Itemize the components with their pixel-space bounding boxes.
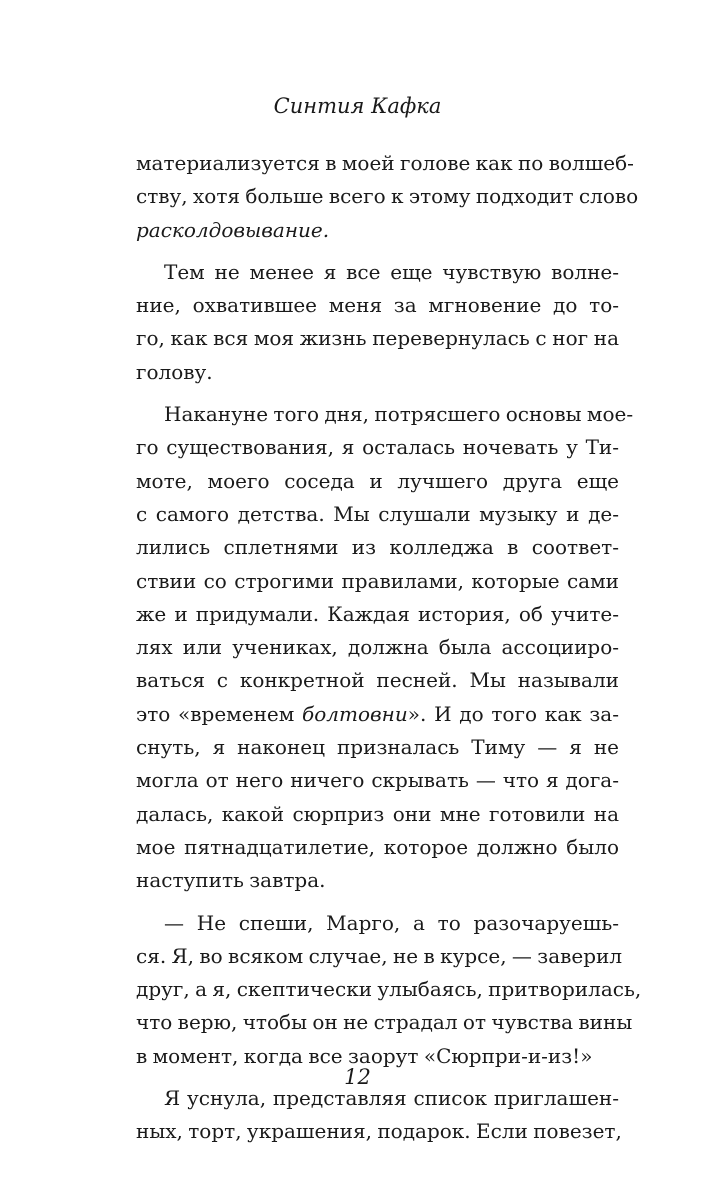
paragraph — [136, 256, 619, 389]
paragraph-gap — [136, 247, 619, 256]
text-line — [136, 698, 619, 731]
paragraph-gap — [136, 389, 619, 398]
paragraph — [136, 398, 634, 897]
text-line — [136, 322, 619, 355]
text-run: ных, торт, украшения, подарок. Если повезет, — [136, 1119, 622, 1144]
text-run: ваться с конкретной песней. Мы называли — [136, 668, 619, 693]
text-line — [136, 356, 619, 389]
text-run: материализуется в моей голове как по волшеб- — [136, 151, 634, 175]
text-run: Я уснула, представляя список приглашен- — [164, 1086, 619, 1111]
italic-text: болтовни — [302, 701, 408, 726]
text-line — [136, 907, 619, 940]
text-line — [136, 498, 619, 531]
text-line — [136, 289, 619, 322]
text-line — [136, 147, 634, 180]
paragraph-gap — [136, 898, 619, 907]
text-run: что верю, чтобы он не страдал от чувства вины — [136, 1010, 633, 1035]
text-run: мое пятнадцатилетие, которое должно было — [136, 834, 619, 859]
text-run: с самого детства. Мы слушали музыку и де- — [136, 501, 619, 526]
text-line — [136, 565, 619, 598]
text-run: голову. — [136, 359, 213, 384]
text-run: лились сплетнями из колледжа в соответ- — [136, 535, 619, 560]
text-line — [136, 256, 619, 289]
text-run: ние, охватившее меня за мгновение до то- — [136, 293, 619, 318]
text-line — [136, 831, 619, 864]
text-line — [136, 431, 619, 464]
text-run: могла от него ничего скрывать — что я дога- — [136, 768, 619, 793]
text-run: далась, какой сюрприз они мне готовили на — [136, 801, 619, 826]
text-line — [136, 214, 619, 247]
text-run: лях или учениках, должна была ассоцииро- — [136, 635, 619, 660]
text-line — [136, 864, 619, 897]
text-line — [136, 973, 642, 1006]
running-header: Синтия Кафка — [273, 94, 442, 118]
text-run: друг, а я, скептически улыбаясь, притворилась, — [136, 977, 642, 1002]
text-line — [136, 664, 619, 697]
text-line — [136, 1115, 622, 1148]
text-line — [136, 798, 619, 831]
text-line — [136, 1006, 633, 1039]
body-text — [136, 147, 642, 1149]
paragraph — [136, 147, 639, 247]
text-run: снуть, я наконец призналась Тиму — я не — [136, 735, 619, 760]
text-run: ствии со строгими правилами, которые сами — [136, 568, 619, 593]
text-run: Накануне того дня, потрясшего основы мое- — [164, 402, 634, 427]
text-line — [136, 531, 619, 564]
text-run: ся. Я, во всяком случае, не в курсе, — заверил — [136, 943, 623, 968]
text-run: в момент, когда все заорут «Сюрпри-и-из!» — [136, 1043, 593, 1068]
text-line — [136, 465, 619, 498]
text-line — [136, 940, 623, 973]
text-run: го существования, я осталась ночевать у Ти- — [136, 435, 619, 460]
text-line — [136, 764, 619, 797]
text-run: же и придумали. Каждая история, об учите- — [136, 601, 619, 626]
text-run: это «временем — [136, 701, 303, 726]
page-number: 12 — [344, 1065, 371, 1089]
text-line — [136, 180, 639, 213]
text-run: моте, моего соседа и лучшего друга еще — [136, 468, 619, 493]
text-line — [136, 731, 619, 764]
text-run: Тем не менее я все еще чувствую волне- — [164, 259, 619, 284]
text-line — [136, 398, 634, 431]
text-run: ству, хотя больше всего к этому подходит слово — [136, 184, 639, 209]
text-run: наступить завтра. — [136, 868, 326, 893]
text-line — [136, 631, 619, 664]
text-run: ». И до того как за- — [407, 701, 619, 726]
text-line — [136, 598, 619, 631]
text-run: — Не спеши, Марго, а то разочаруешь- — [164, 910, 619, 935]
paragraph — [136, 1082, 622, 1149]
paragraph — [136, 907, 642, 1073]
italic-text: расколдовывание. — [136, 217, 330, 242]
text-run: го, как вся моя жизнь перевернулась с ног на — [136, 326, 619, 351]
